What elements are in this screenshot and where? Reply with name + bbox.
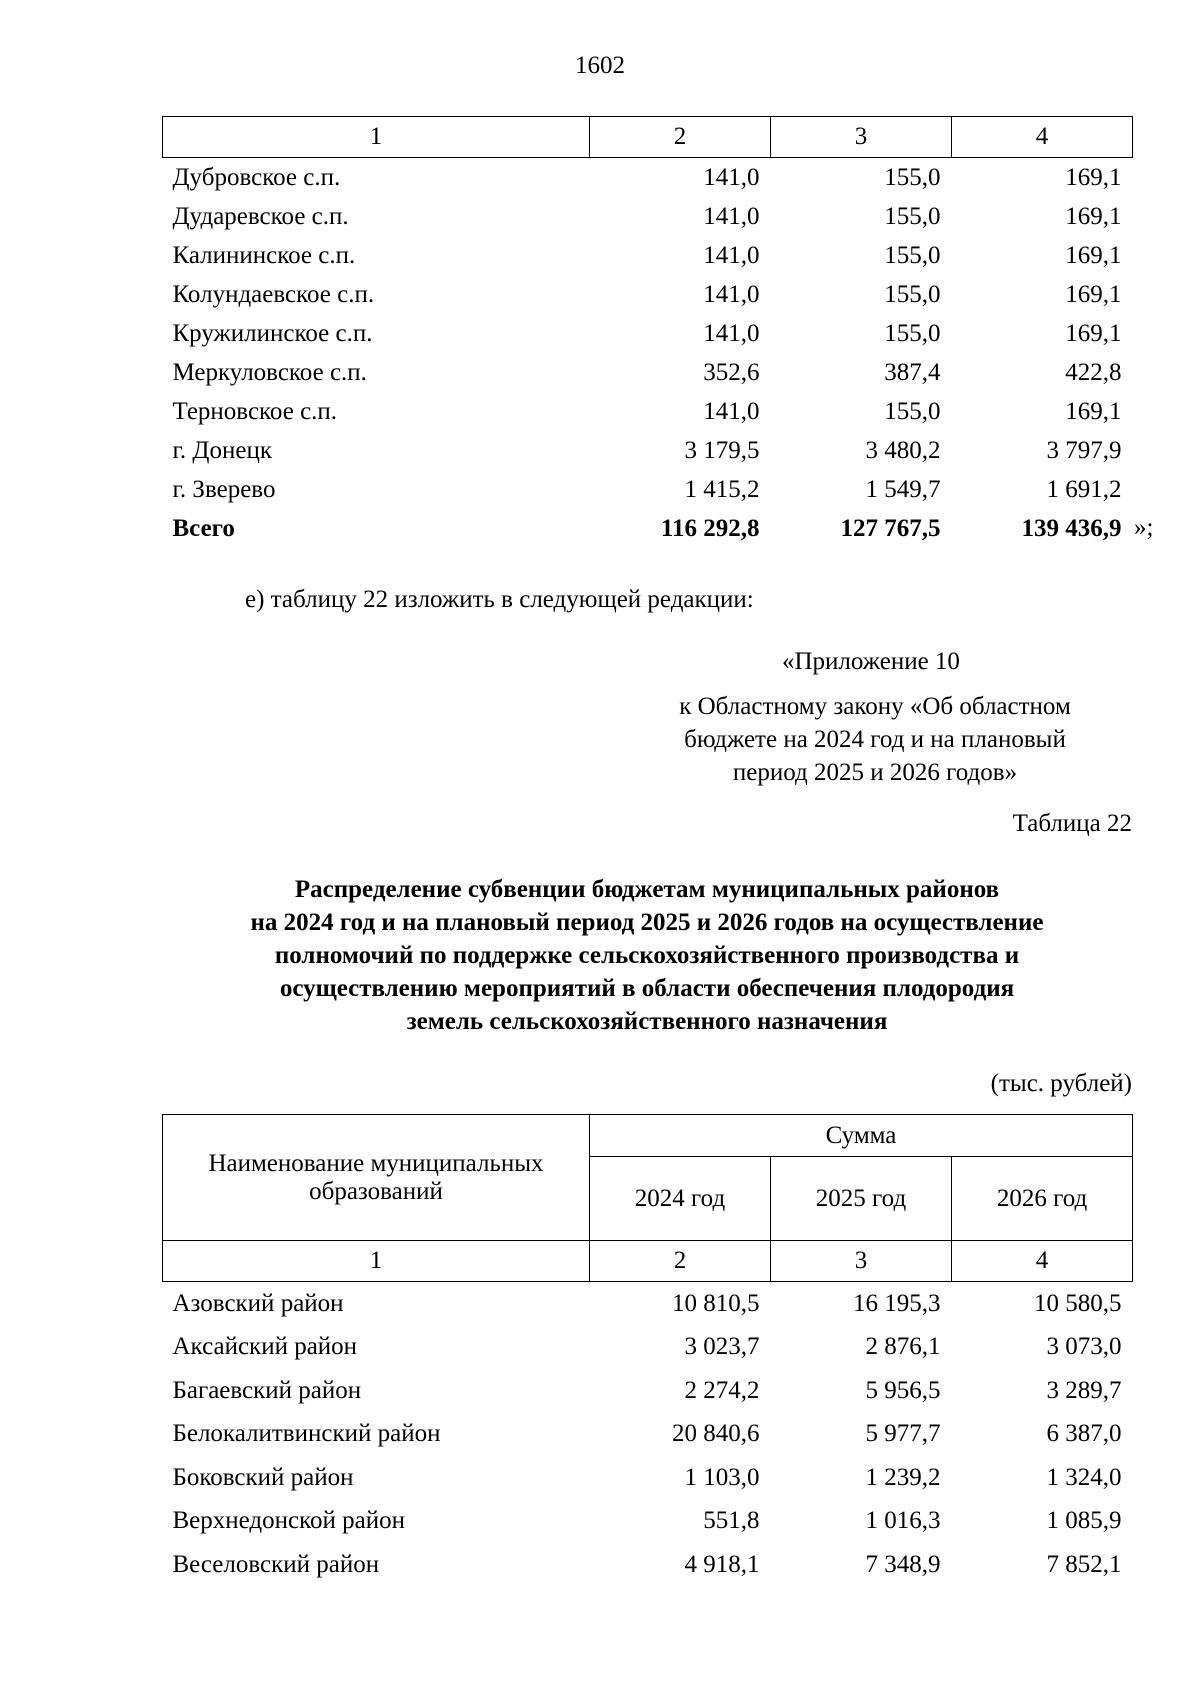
value-2025: 155,0 xyxy=(884,397,941,425)
value-2025: 1 549,7 xyxy=(865,475,941,503)
municipality-name: Дубровское с.п. xyxy=(172,163,341,191)
value-2024: 1 415,2 xyxy=(684,475,760,503)
municipality-name: г. Донецк xyxy=(172,436,272,464)
appendix-line: к Областному закону «Об областном xyxy=(679,693,1071,720)
title-line: на 2024 год и на плановый период 2025 и 2026 годов на осуществление xyxy=(250,909,1044,936)
header-municipality: Наименование муниципальных образований xyxy=(163,1115,590,1241)
value-2025: 7 348,9 xyxy=(865,1550,941,1578)
value-2024: 20 840,6 xyxy=(672,1420,760,1448)
value-2025: 155,0 xyxy=(884,280,941,308)
value-2024: 1 103,0 xyxy=(684,1463,760,1491)
column-number: 1 xyxy=(163,117,590,158)
municipality-name: Веселовский район xyxy=(172,1550,380,1578)
value-2024: 10 810,5 xyxy=(672,1289,760,1317)
table-row xyxy=(163,392,1133,431)
value-2026: 3 289,7 xyxy=(1046,1376,1122,1404)
value-2025: 3 480,2 xyxy=(865,436,941,464)
municipality-name: г. Зверево xyxy=(172,475,276,503)
value-2026: 1 691,2 xyxy=(1046,475,1122,503)
municipality-name: Боковский район xyxy=(172,1463,354,1491)
closing-quote: »; xyxy=(1134,514,1154,541)
municipality-name: Азовский район xyxy=(172,1289,344,1317)
header-sum: Сумма xyxy=(590,1115,1133,1157)
municipality-name: Белокалитвинский район xyxy=(172,1420,441,1448)
header-row xyxy=(163,1115,1133,1157)
value-2025: 5 977,7 xyxy=(865,1420,941,1448)
title-line: осуществлению мероприятий в области обеспечения плодородия xyxy=(279,975,1015,1002)
value-2025: 155,0 xyxy=(884,319,941,347)
table-row xyxy=(163,431,1133,470)
value-2026: 169,1 xyxy=(1065,241,1122,269)
column-number: 3 xyxy=(771,117,952,158)
value-2025: 155,0 xyxy=(884,202,941,230)
value-2026: 169,1 xyxy=(1065,280,1122,308)
value-2024: 141,0 xyxy=(703,280,760,308)
title-line: полномочий по поддержке сельскохозяйственного производства и xyxy=(274,942,1020,969)
value-2024: 4 918,1 xyxy=(684,1550,760,1578)
appendix-line: период 2025 и 2026 годов» xyxy=(732,759,1018,786)
column-number: 2 xyxy=(590,1241,771,1282)
header-year: 2025 год xyxy=(771,1157,952,1241)
page-number: 1602 xyxy=(575,52,625,79)
column-number: 2 xyxy=(590,117,771,158)
value-2026: 169,1 xyxy=(1065,319,1122,347)
municipality-name: Дударевское с.п. xyxy=(172,202,349,230)
municipality-name: Терновское с.п. xyxy=(172,397,338,425)
municipality-name: Меркуловское с.п. xyxy=(172,358,367,386)
table-row xyxy=(163,1543,1133,1587)
column-number: 1 xyxy=(163,1241,590,1282)
value-2026: 169,1 xyxy=(1065,163,1122,191)
table-title xyxy=(162,873,1132,1038)
value-2026: 169,1 xyxy=(1065,202,1122,230)
amendment-paragraph: е) таблицу 22 изложить в следующей редакции: xyxy=(245,586,754,613)
table-row xyxy=(163,1500,1133,1544)
municipality-name: Калининское с.п. xyxy=(172,241,356,269)
appendix-line: бюджете на 2024 год и на плановый xyxy=(684,726,1066,753)
value-2025: 2 876,1 xyxy=(865,1333,941,1361)
table-row xyxy=(163,158,1133,198)
column-number: 4 xyxy=(952,1241,1133,1282)
table-row xyxy=(163,1369,1133,1413)
total-row xyxy=(163,509,1133,548)
appendix-law-reference xyxy=(640,690,1110,789)
table-row xyxy=(163,1282,1133,1326)
column-number: 3 xyxy=(771,1241,952,1282)
value-2025: 155,0 xyxy=(884,163,941,191)
appendix-title: «Приложение 10 xyxy=(782,648,960,675)
value-2025: 387,4 xyxy=(884,358,941,386)
municipality-name: Колундаевское с.п. xyxy=(172,280,375,308)
value-2025: 127 767,5 xyxy=(840,514,941,542)
table-row xyxy=(163,1326,1133,1370)
value-2026: 139 436,9 xyxy=(1021,514,1122,542)
value-2024: 551,8 xyxy=(703,1507,760,1535)
value-2026: 169,1 xyxy=(1065,397,1122,425)
value-2026: 6 387,0 xyxy=(1046,1420,1122,1448)
table-row xyxy=(163,197,1133,236)
value-2026: 3 797,9 xyxy=(1046,436,1122,464)
continued-table xyxy=(162,116,1133,548)
value-2026: 422,8 xyxy=(1065,358,1122,386)
municipality-name: Багаевский район xyxy=(172,1376,362,1404)
table-row xyxy=(163,236,1133,275)
value-2025: 5 956,5 xyxy=(865,1376,941,1404)
municipality-name: Всего xyxy=(172,514,235,542)
header-year: 2024 год xyxy=(590,1157,771,1241)
column-number-row xyxy=(163,1241,1133,1282)
value-2024: 141,0 xyxy=(703,163,760,191)
table-label: Таблица 22 xyxy=(1012,810,1132,837)
value-2024: 141,0 xyxy=(703,397,760,425)
value-2024: 3 179,5 xyxy=(684,436,760,464)
municipality-name: Кружилинское с.п. xyxy=(172,319,373,347)
column-number-row xyxy=(163,117,1133,158)
title-line: Распределение субвенции бюджетам муниципальных районов xyxy=(294,876,1000,903)
value-2026: 1 085,9 xyxy=(1046,1507,1122,1535)
column-number: 4 xyxy=(952,117,1133,158)
table-row xyxy=(163,1413,1133,1457)
table-row xyxy=(163,314,1133,353)
table-row xyxy=(163,353,1133,392)
value-2024: 141,0 xyxy=(703,319,760,347)
value-2024: 2 274,2 xyxy=(684,1376,760,1404)
value-2024: 352,6 xyxy=(703,358,760,386)
municipality-name: Аксайский район xyxy=(172,1333,358,1361)
value-2025: 1 239,2 xyxy=(865,1463,941,1491)
title-line: земель сельскохозяйственного назначения xyxy=(406,1008,888,1035)
municipality-name: Верхнедонской район xyxy=(172,1507,405,1535)
value-2024: 116 292,8 xyxy=(660,514,760,542)
value-2025: 1 016,3 xyxy=(865,1507,941,1535)
value-2024: 141,0 xyxy=(703,241,760,269)
table-row xyxy=(163,275,1133,314)
table-row xyxy=(163,1456,1133,1500)
value-2025: 155,0 xyxy=(884,241,941,269)
value-2024: 3 023,7 xyxy=(684,1333,760,1361)
units-label: (тыс. рублей) xyxy=(990,1070,1132,1097)
value-2026: 3 073,0 xyxy=(1046,1333,1122,1361)
value-2025: 16 195,3 xyxy=(853,1289,941,1317)
value-2026: 10 580,5 xyxy=(1034,1289,1122,1317)
value-2024: 141,0 xyxy=(703,202,760,230)
header-year: 2026 год xyxy=(952,1157,1133,1241)
table-row xyxy=(163,470,1133,509)
subvention-table xyxy=(162,1114,1133,1587)
value-2026: 7 852,1 xyxy=(1046,1550,1122,1578)
value-2026: 1 324,0 xyxy=(1046,1463,1122,1491)
